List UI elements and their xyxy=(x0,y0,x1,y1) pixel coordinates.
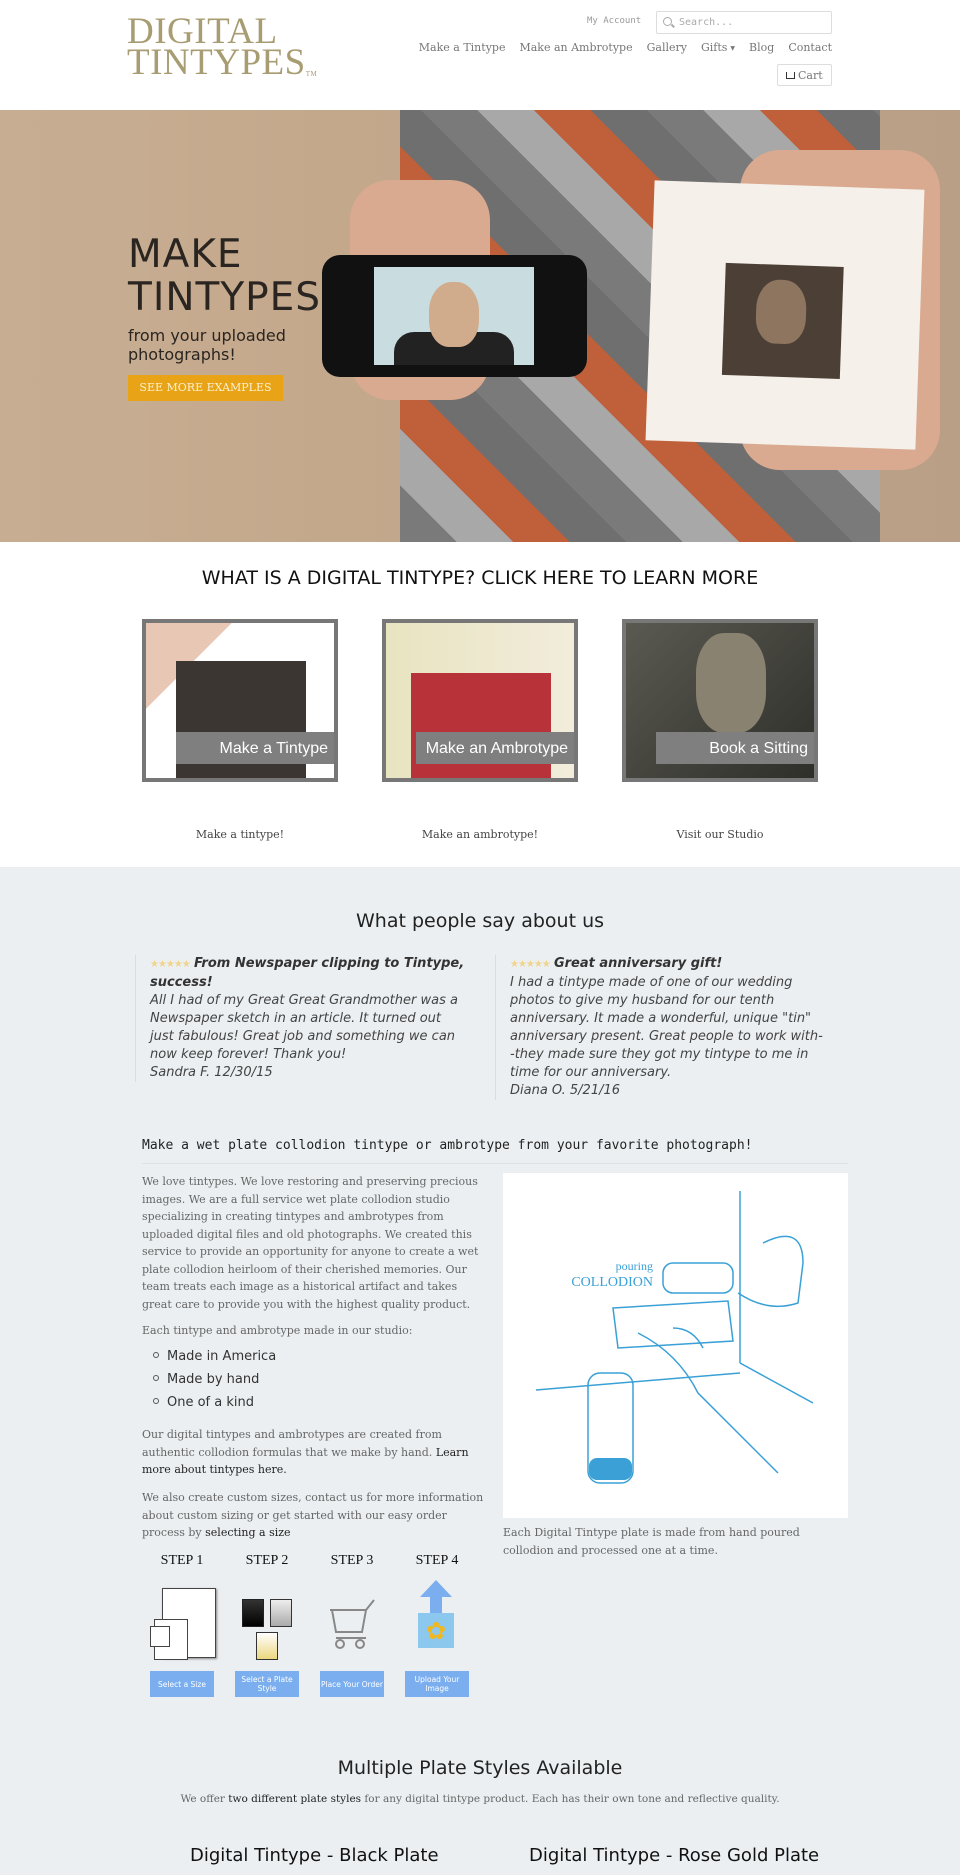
star-rating-icon: ★★★★★ xyxy=(510,959,550,970)
list-item: Made by hand xyxy=(167,1372,260,1387)
cart-icon xyxy=(786,72,795,79)
testimonial-card: ★★★★★ From Newspaper clipping to Tintype, success! All I had of my Great Great Grandmother was a Newspaper sketch in an article. It turned out just fabulous! Great job and something we can now keep forever! Thank you! Sandra F. 12/30/15 xyxy=(135,955,465,1082)
upload-image-button[interactable]: Upload Your Image xyxy=(405,1671,469,1697)
size-icon xyxy=(150,1588,216,1664)
ambrotype-photo xyxy=(411,673,551,782)
hero-phone-image xyxy=(322,255,587,377)
card-make-ambrotype[interactable]: Make an Ambrotype xyxy=(382,619,578,782)
hero-tintype-image xyxy=(646,180,925,449)
hero-title: MAKE TINTYPES xyxy=(128,232,322,320)
search-icon xyxy=(663,17,672,26)
nav-blog[interactable]: Blog xyxy=(749,41,775,54)
nav-contact[interactable]: Contact xyxy=(788,41,832,54)
select-size-button[interactable]: Select a Size xyxy=(150,1671,214,1697)
list-item: Made in America xyxy=(167,1349,277,1364)
chevron-down-icon: ▼ xyxy=(730,44,736,52)
cart-button[interactable]: Cart xyxy=(777,64,832,86)
see-more-examples-button[interactable]: SEE MORE EXAMPLES xyxy=(128,375,283,401)
card-caption[interactable]: Visit our Studio xyxy=(676,828,764,841)
plate-styles-link[interactable]: two different plate styles xyxy=(228,1793,362,1805)
star-rating-icon: ★★★★★ xyxy=(150,959,190,970)
nav-gallery[interactable]: Gallery xyxy=(646,41,687,54)
selecting-size-link[interactable]: selecting a size xyxy=(205,1526,291,1539)
cart-icon xyxy=(328,1598,378,1650)
learn-more-tintypes-link[interactable]: Learn more about tintypes here. xyxy=(142,1445,469,1476)
black-plate-heading: Digital Tintype - Black Plate xyxy=(190,1845,439,1866)
card-caption[interactable]: Make a tintype! xyxy=(195,828,285,841)
pouring-collodion-illustration xyxy=(503,1173,848,1518)
plate-style-icon xyxy=(242,1599,294,1661)
step-title: STEP 4 xyxy=(415,1553,459,1568)
svg-text:pouring: pouring xyxy=(615,1259,653,1273)
plate-styles-intro: We offer two different plate styles for any digital tintype product. Each has their own tone and reflective quality. xyxy=(180,1793,780,1805)
step-title: STEP 1 xyxy=(160,1553,204,1568)
testimonials-heading: What people say about us xyxy=(355,910,605,932)
upload-icon xyxy=(416,1580,456,1650)
intro-paragraph: We love tintypes. We love restoring and preserving precious images. We are a full service wet plate collodion studio specializing in creating tintypes and ambrotypes from uploaded digital files and old photographs. We created this service to provide an opportunity for anyone to create a wet plate collodion heirloom of their cherished memories. Our team treats each image as a historical artifact and takes great care to provide you with the highest quality product. xyxy=(142,1175,479,1311)
my-account-link[interactable]: My Account xyxy=(587,16,642,26)
rose-gold-plate-heading: Digital Tintype - Rose Gold Plate xyxy=(529,1845,820,1866)
list-item: One of a kind xyxy=(167,1395,254,1410)
svg-text:COLLODION: COLLODION xyxy=(571,1275,653,1290)
select-plate-style-button[interactable]: Select a Plate Style xyxy=(235,1671,299,1697)
site-header xyxy=(0,0,960,110)
learn-more-section xyxy=(0,542,960,867)
place-order-button[interactable]: Place Your Order xyxy=(320,1671,384,1697)
testimonial-card: ★★★★★ Great anniversary gift! I had a tintype made of one of our wedding photos to give my husband for our tenth anniversary. It made a wonderful, unique "tin" anniversary present. Great people to work with--they made sure they got my tintype to me in time for our anniversary. Diana O. 5/21/16 xyxy=(495,955,825,1100)
search-input[interactable]: Search... xyxy=(656,11,832,34)
illustration-caption: Each Digital Tintype plate is made from hand poured collodion and processed one at a time. xyxy=(503,1526,800,1557)
studio-photo xyxy=(696,633,766,733)
collodion-paragraph: Our digital tintypes and ambrotypes are created from authentic collodion formulas that we make by hand. Learn more about tintypes here. xyxy=(142,1428,469,1476)
wet-plate-heading: Make a wet plate collodion tintype or ambrotype from your favorite photograph! xyxy=(142,1138,848,1164)
main-nav xyxy=(419,41,832,54)
card-caption[interactable]: Make an ambrotype! xyxy=(421,828,539,841)
custom-sizes-paragraph: We also create custom sizes, contact us for more information about custom sizing or get started with our easy order process by selecting a size xyxy=(142,1491,484,1539)
card-book-sitting[interactable]: Book a Sitting xyxy=(622,619,818,782)
card-make-tintype[interactable]: Make a Tintype xyxy=(142,619,338,782)
nav-make-ambrotype[interactable]: Make an Ambrotype xyxy=(519,41,633,54)
step-title: STEP 3 xyxy=(330,1553,374,1568)
hero-subtitle: from your uploaded photographs! xyxy=(128,326,286,364)
learn-more-link[interactable]: WHAT IS A DIGITAL TINTYPE? CLICK HERE TO LEARN MORE xyxy=(201,567,759,589)
hero-banner xyxy=(0,110,960,542)
step-title: STEP 2 xyxy=(245,1553,289,1568)
studio-list-intro: Each tintype and ambrotype made in our studio: xyxy=(142,1324,413,1337)
site-logo[interactable]: DIGITAL TINTYPES™ xyxy=(127,11,318,83)
nav-gifts[interactable]: Gifts ▼ xyxy=(700,41,736,54)
plate-styles-heading: Multiple Plate Styles Available xyxy=(337,1757,623,1779)
nav-make-tintype[interactable]: Make a Tintype xyxy=(418,41,506,54)
sunflower-icon: ✿ xyxy=(418,1613,454,1648)
